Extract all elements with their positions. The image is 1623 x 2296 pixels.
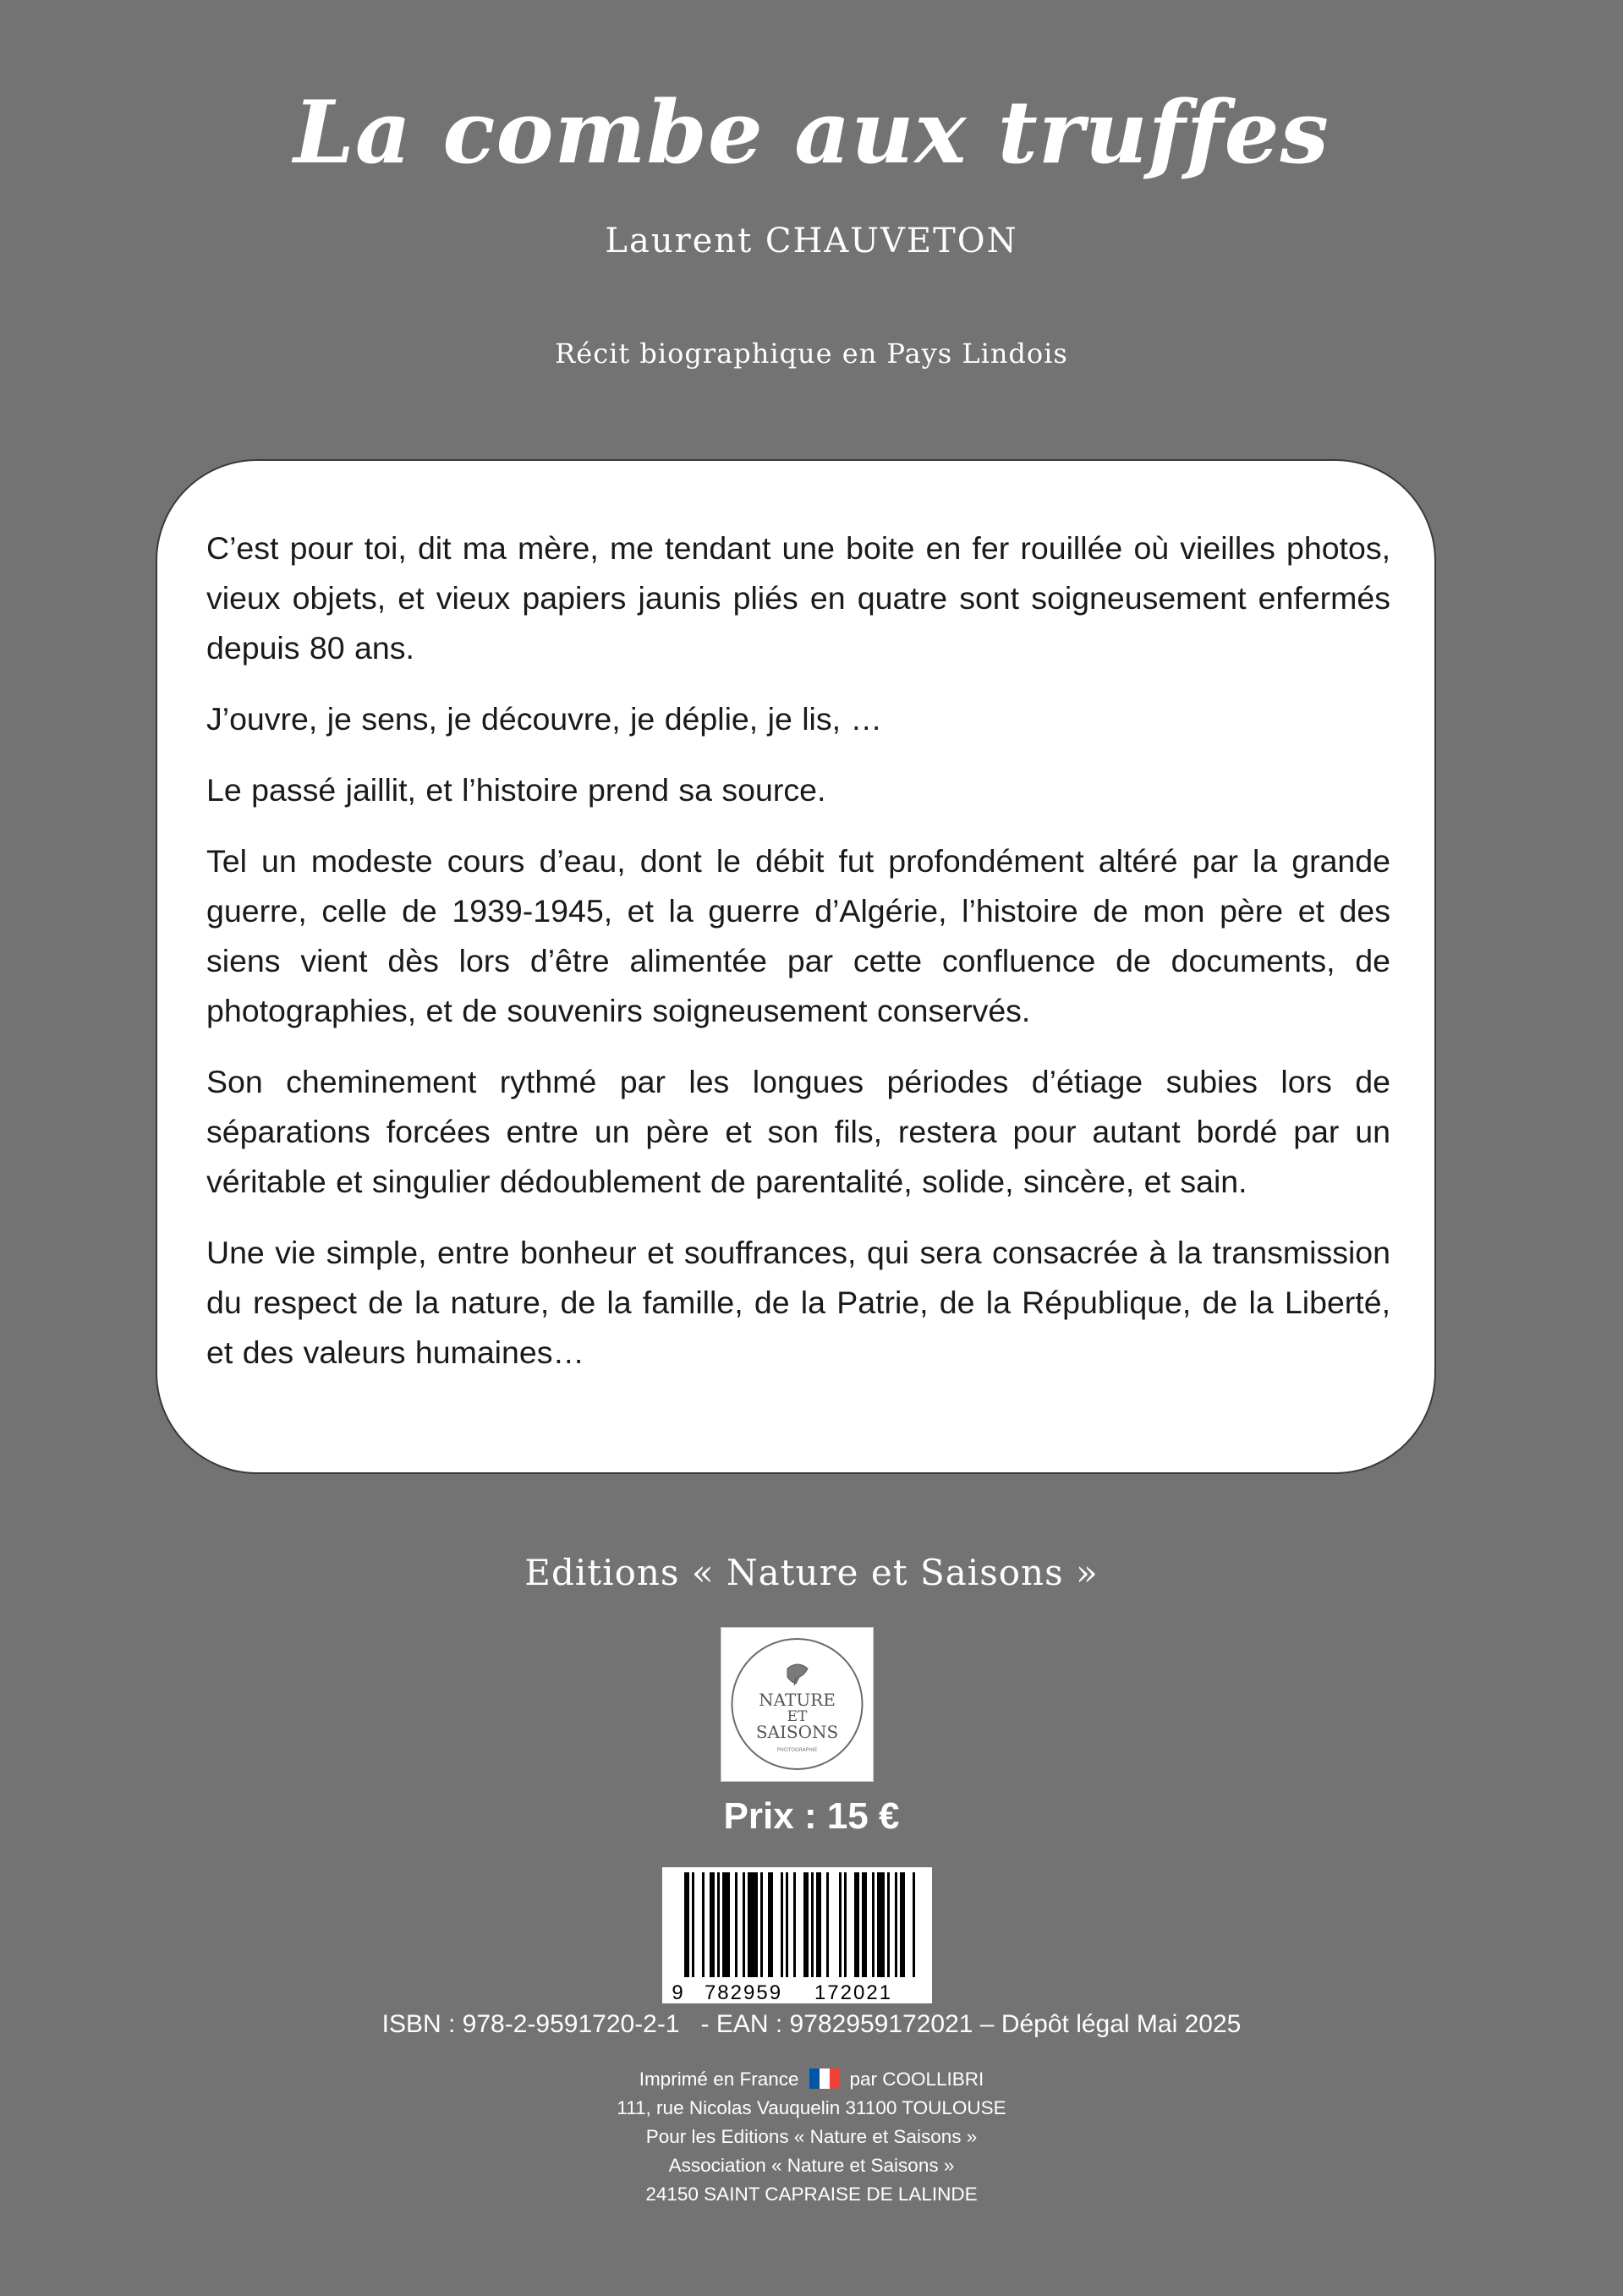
barcode-bar xyxy=(735,1872,737,1977)
printed-in-line xyxy=(0,2065,1623,2094)
barcode-bar xyxy=(692,1872,694,1977)
barcode-bar xyxy=(786,1872,788,1977)
blurb-paragraph: J’ouvre, je sens, je découvre, je déplie, je lis, … xyxy=(206,701,882,737)
barcode-bar xyxy=(895,1872,897,1977)
barcode-bar xyxy=(743,1872,745,1977)
barcode-bar xyxy=(844,1872,847,1977)
barcode-bar xyxy=(811,1872,814,1977)
barcode-bar xyxy=(702,1872,705,1977)
barcode-digit-first: 9 xyxy=(672,1981,683,2003)
blurb-paragraph: C’est pour toi, dit ma mère, me tendant une boite en fer rouillée où vieilles photos, vieux objets, et vieux papiers jaunis pliés en quatre sont soigneusement enfermés depuis 80 ans. xyxy=(206,530,1390,666)
barcode-bar xyxy=(872,1872,875,1977)
barcode-digits-right: 172021 xyxy=(814,1981,893,2003)
book-title: La combe aux truffes xyxy=(293,82,1330,184)
logo-text-et: ET xyxy=(787,1708,808,1725)
bird-icon xyxy=(787,1664,808,1685)
imprint-line: 24150 SAINT CAPRAISE DE LALINDE xyxy=(645,2184,978,2205)
barcode-bar xyxy=(684,1872,689,1977)
printed-in-text: Imprimé en France xyxy=(639,2069,799,2090)
logo-text-photographie: PHOTOGRAPHIE xyxy=(776,1747,818,1753)
barcode-bar xyxy=(748,1872,758,1977)
barcode-bar xyxy=(803,1872,809,1977)
barcode-bar xyxy=(710,1872,715,1977)
barcode-bar xyxy=(793,1872,796,1977)
publisher-name: Editions « Nature et Saisons » xyxy=(524,1552,1099,1593)
author-name: Laurent CHAUVETON xyxy=(605,222,1018,260)
barcode-bar xyxy=(862,1872,867,1977)
imprint-line: Pour les Editions « Nature et Saisons » xyxy=(645,2126,978,2147)
blurb-paragraph: Une vie simple, entre bonheur et souffrances, qui sera consacrée à la transmission du respect de la nature, de la famille, de la Patrie, de la République, de la Liberté, et des valeurs humaines… xyxy=(206,1235,1390,1370)
publisher-logo xyxy=(721,1627,874,1782)
barcode-bar xyxy=(839,1872,842,1977)
isbn-ean-line: ISBN : 978-2-9591720-2-1 - EAN : 9782959172021 – Dépôt légal Mai 2025 xyxy=(381,2010,1242,2038)
logo-text-saisons: SAISONS xyxy=(755,1722,839,1742)
barcode-bar xyxy=(816,1872,821,1977)
barcode-bar xyxy=(887,1872,890,1977)
blurb-paragraph: Son cheminement rythmé par les longues périodes d’étiage subies lors de séparations forcées entre un père et son fils, restera pour autant bordé par un véritable et singulier dédoublement de parentalité, solide, sincère, et sain. xyxy=(206,1064,1390,1199)
imprint-line: Association « Nature et Saisons » xyxy=(668,2155,955,2176)
barcode-bar xyxy=(854,1872,859,1977)
price-label: Prix : 15 € xyxy=(723,1795,900,1837)
barcode-bar xyxy=(768,1872,773,1977)
barcode-bar xyxy=(877,1872,885,1977)
barcode-bar xyxy=(913,1872,915,1977)
barcode-bar xyxy=(826,1872,829,1977)
barcode xyxy=(662,1867,932,2003)
barcode-bar xyxy=(781,1872,783,1977)
french-flag-icon xyxy=(809,2069,840,2089)
imprint-block xyxy=(0,2065,1623,2209)
barcode-bar xyxy=(717,1872,720,1977)
book-subtitle: Récit biographique en Pays Lindois xyxy=(555,337,1068,370)
printed-by-text: par COOLLIBRI xyxy=(849,2069,984,2090)
barcode-digits-left: 782959 xyxy=(704,1981,783,2003)
blurb-paragraph: Tel un modeste cours d’eau, dont le débit fut profondément altéré par la grande guerre, celle de 1939-1945, et la guerre d’Algérie, l’histoire de mon père et des siens vient dès lors d’être alimentée par cette confluence de documents, de photographies, et de souvenirs soigneusement conservés. xyxy=(206,843,1390,1028)
imprint-line: 111, rue Nicolas Vauquelin 31100 TOULOUSE xyxy=(617,2097,1006,2118)
logo-text-nature: NATURE xyxy=(759,1690,836,1710)
barcode-bar xyxy=(900,1872,905,1977)
back-cover-blurb xyxy=(156,459,1436,1474)
blurb-paragraph: Le passé jaillit, et l’histoire prend sa source. xyxy=(206,772,826,808)
barcode-bar xyxy=(760,1872,763,1977)
barcode-bar xyxy=(722,1872,730,1977)
